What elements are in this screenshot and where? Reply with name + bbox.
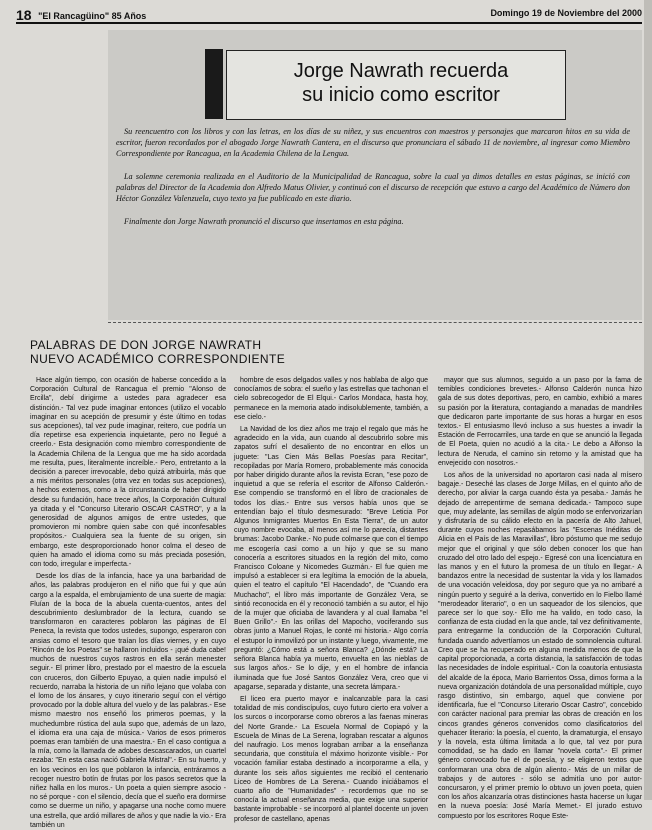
intro-paragraph: La solemne ceremonia realizada en el Auditorio de la Municipalidad de Rancagua, sobre la cual ya dimos detalles en estas páginas, se inició con palabras del Director de la Academia don Alfredo Matus Olivier, y continuó con el discurso de recepción que estuvo a cargo del Académico de Número don Héctor González Valenzuela, cuyo texto ya fue publicado en este diario. [116,172,630,203]
intro-text [116,126,630,239]
article-paragraph: Los años de la universidad no aportaron casi nada al mísero bagaje.- Deseché las clases de Jorge Millas, en el quinto año de derecho, por aliviar la carga cuando ésta ya pesaba.- Jamás he dejado de arrepentirme de semana dedicada.- Tampoco supe que, muy adelante, las semillas de algún modo se enfervorizarían y disfrutaría de su cálido efecto en la pacería de Alto Jahuel, durante cuyos noches repasábamos las "Escenas Inéditas de Alicia en el País de las Maravillas", libro póstumo que me sedujo mejor que el original y que sólo deben conocer los que han cruzado del otro lado del espejo.- Egresé con una licenciatura en las manos y en el futuro la promesa de un título en llegar.- A bandazos entre la necesidad de sustentar la vida y los llamados de una vocación veleidosa, doy por seguro que ya no arribaré a ningún puerto y seguiré a la deriva, convertido en lo Fielbo llamé "merodeador literario", o en un saqueador de los silencios, que parece ser lo que soy.- Ello me ha valido, en todo caso, la confianza de esta ciudad en la que ancle, tal vez definitivamente, para entregarme la conducción de la Corporación Cultural, fundada cuando advertíamos un estado de somnolencia cultural. Creo que se ha recuperado en alguna medida menos de que la capital proporcionada, a corta distancia, la satisfacción de todas las necesidades de índole espiritual.- Con la coautoría entusiasta del alcalde de la época, Mario Barrientos Ossa, dimos forma a la nueva organización dotándola de una personalidad múltiple, cuyo rasgo distintivo, sin embargo, aquel que conviene por identificarla, fue el "Concurso Literario Oscar Castro", concebido con carácter nacional para premiar las obras de creación en los cincos grandes géneros convenidos como clasificatorios del quehacer literario: la poesía, el cuento, la dramaturgia, el ensayo y la novela, esta última limitada a lo que, tal vez por pura comodidad, se ha dado en llamar "novela corta".- El primer género convocado fue el de poesía, y se eligieron textos que conformaran una obra de algún aliento.- Más de un millar de trabajos y de autores - sólo se admitía uno por autor- concursaron, y el primer premio lo obtuvo un joven poeta, quien con los años alcanzaría otras distinciones hasta hacerse un lugar en la nueva poesía: José María Memet.- El jurado estuvo compuesto por los escritores Roque Este- [438,472,642,820]
separator-line [108,322,642,323]
page-edge-shadow [644,0,652,800]
publication-name: "El Rancagüino" 85 Años [38,11,147,21]
header-date: Domingo 19 de Noviembre del 2000 [490,8,642,18]
header-left [16,6,146,22]
article-title-line2: NUEVO ACADÉMICO CORRESPONDIENTE [30,352,286,366]
article-title [30,338,450,366]
intro-box [108,30,642,320]
article-paragraph: mayor que sus alumnos, seguido a un paso por la fama de temibles condiciones brevetes.- Alfonso Calderón nunca hizo gala de sus dotes deportivas, pero, en cambio, exhibió a mares su pasión por la literatura, contagiando a manadas de mandriles que dedicaron parte importante de sus horas a hurgar en esos textos.- El entusiasmo llevó incluso a sus huestes a invadir la Estación de Ferrocarriles, una tarde en que se anunció la llegada de El Poeta, quien no acudió a la cita.- Le debo a Alfonso la lectura de Neruda, el camino sin retorno y la amistad que ha envejecido con nosotros.- [438,377,642,467]
article-paragraph: Desde los días de la infancia, hace ya una barbaridad de años, las palabras produjeron en el niño que fui y que aún cargo a la espalda, el embrujamiento de una suerte de magia: Fluían de la boca de la abuela cuenta-cuentos, antes del descubrimiento deslumbrador de la lectura, cuando se transformaron en caracteres poblaron las páginas de El Peneca, la revista que todos ustedes, supongo, esperaron con ansias como el tesoro que traían los días viernes, y en cuyo "Rincón de los Poetas" se hallaron incluidos - ¡qué duda cabe! muchos de nuestros cuyos rastros en ella serán menester seguir.- El primer libro, prestado por el maestro de la escuela con cruceros, don Gilberto Epuyao, a quien nadie impulsó el recuerdo, narraba la historia de un niño lejano que volaba con el lomo de los ánsares, y cuyo itinerario seguí con el vértigo provocado por la doble altura del vuelo y de las palabras.- Ese mismo maestro nos enseñó los primeros poemas, y la muchedumbre rústica del aula supo que, además de un lazo, el idioma era una caja de música.- Varios de esos primeros poemas eran también de una maestra.- En el caso contigua a la mía, como la llamada de adobes descascarados, un cuartel rezaba: "En esta casa nació Gabriela Mistral".- En su huerto, y en los vecinos en los que poblaron la infancia, entráramos a recoger nuestro botín de frutas por los pasos secretos que la niñez halla en los muros.- Un poeta a quien siempre asocio - no sé porque - con el silencio, decía que el sueño era dormirse como se duerme un niño, y apagarse una noche como muere una estrella, que ardió millares de años y que nadie la vio.- Era también un [30,573,226,829]
title-decoration [205,49,223,119]
box-title-line2: su inicio como escritor [302,84,500,106]
article-paragraph: La Navidad de los diez años me trajo el regalo que más he agradecido en la vida, aun cuando al descubrirlo sobre mis zapatos sufrí el desaliento de no encontrar en ellos un juguete: "Las Cien Más Bellas Poesías para Recitar", recopiladas por María Romero, probablemente más conocida por haber dirigido durante años la revista Ecran, "ese pozo de inquietud a que se refería el escritor de Alfonso Calderón.- Ese compendio se transformó en el libro de cracionales de todos los días.- Entre sus versos había unos que se entendían bajo el título desmesurado: "Breve Leticia Por Algunos Inmigrantes Muertos En Esta Tierra", de un autor cuyo nombre evocaba, al menos así me lo parecía, distantes brumas: Jacobo Danke.- No pude colmarse que con el tiempo me escogería casi como a un hijo y que se su mano conocería a escritores situados en la región del mito, como Francisco Coloane y Nicomedes Guzmán.- El fue quien me impulsó a establecer si era legítima la emoción de la abuela, quien el teatro el capítulo "El Hacendado", de "Cuando era Muchacho", el libro más importante de González Vera, se sintió reconocida en él y reconoció también a su autor, el hijo de la mujer que oficiaba de lavandera y al cual llamaba "el Buen Grillo".- En las orillas del Mapocho, vociferando sus obras junto a Manuel Rojas, le conté mi historia.- Algo corría el estupor lo inmovilizó por un instante y luego, vivamente, me preguntó: ¿Cómo está a señora Blanca? ¿Dónde está? La señora Blanca había ya muerto, envuelta en las nieblas de sus largos años.- Se lo dije, y en el hombre de infancia iluminada que fue José Santos González Vera, creo que vi apagarse, separada y distante, una secreta lámpara.- [234,426,428,691]
box-title-line1: Jorge Nawrath recuerda [293,60,509,82]
article-column-2 [234,376,428,823]
box-title [247,59,555,107]
intro-paragraph: Finalmente don Jorge Nawrath pronunció el discurso que insertamos en esta página. [124,217,404,226]
article-paragraph: Hace algún tiempo, con ocasión de haberse concedido a la Corporación Cultural de Rancagua el premio "Alonso de Ercilla", debí dirigirme a ustedes para agradecer esa distinción.- Tal vez pude imaginar entonces (utilizo el vocablo imaginar en su acepción de presumir y éste último en todas sus acepciones), tal vez pude imaginar, reitero, cue podría un día repetirse esa experiencia inquietante, pero no llegué a creerlo.- Esta designación como miembro correspondiente de la Academia Chilena de la Lengua que me ha sido acordada me resulta, pues, literalmente increíble.- Pero, entretanto a la decisión a parecer irrevocable, debo quizá atribuirla, más que a mis méritos personales (otra vez en todas sus acepciones), a hechos externos, como a la circunstancia de haber dirigido desde su fundación, hace trece años, la Corporación Cultural ya citada y el "Concurso Literario OSCAR CASTRO", y a la generosidad de algunos amigos de entre ustedes, que promovieron mi nombre quien sabe con qué inconfesables propósitos.- Cualquiera sea la fuente de su origen, sin embargo, este desproporcionado honor colma el deseo de quien ha amado el idioma como su más preciada posesión, con todo, irregular e imperfecta.- [30,377,226,569]
article-column-3 [438,376,642,820]
article-column-1 [30,376,226,829]
article-paragraph: hombre de esos delgados valles y nos hablaba de algo que conocíamos de sobra: el sueño y las estrellas que tachonan el cielo sobrecogedor de El Elqui.- Carlos Mondaca, hasta hoy, permanece en la memoria atado indisolublemente, también, a ese cielo.- [234,377,428,421]
article-title-line1: PALABRAS DE DON JORGE NAWRATH [30,338,262,352]
page-header [16,6,642,24]
title-band [226,50,566,120]
article-paragraph: El liceo era puerto mayor e inalcanzable para la casi totalidad de mis condiscípulos, cuyo futuro cierto era volver a los surcos o incorporarse como obreros a las faenas mineras del Norte Grande.- La Escuela Normal de Copiapó y la Escuela de Minas de La Serena, lograban rescatar a algunos del naufragio. Los menos lograban arribar a la enseñanza secundaria, que constituía el máximo horizonte visible.- Por vocación familiar estaba destinado a incorporarme a ella, y durante los seis años siguientes me recibió el centenario Liceo de Hombres de La Serena.- Cuando iniciábamos el cuarto año de "Humanidades" - recordemos que no se conocía la actual enseñanza media, que exige una superior bastante improbable - se incorporó al plantel docente un joven profesor de castellano, apenas [234,695,428,823]
intro-paragraph: Su reencuentro con los libros y con las letras, en los días de su niñez, y sus encuentros con maestros y personajes que marcaron hitos en su vida de escritor, fueron recordados por el abogado Jorge Nawrath Cantera, en el discurso que pronunciara el sábado 11 de noviembre, al ingresar como Miembro Correspondiente por Rancagua, en la Academia Chilena de la Lengua. [116,127,630,158]
page-number: 18 [16,7,32,23]
